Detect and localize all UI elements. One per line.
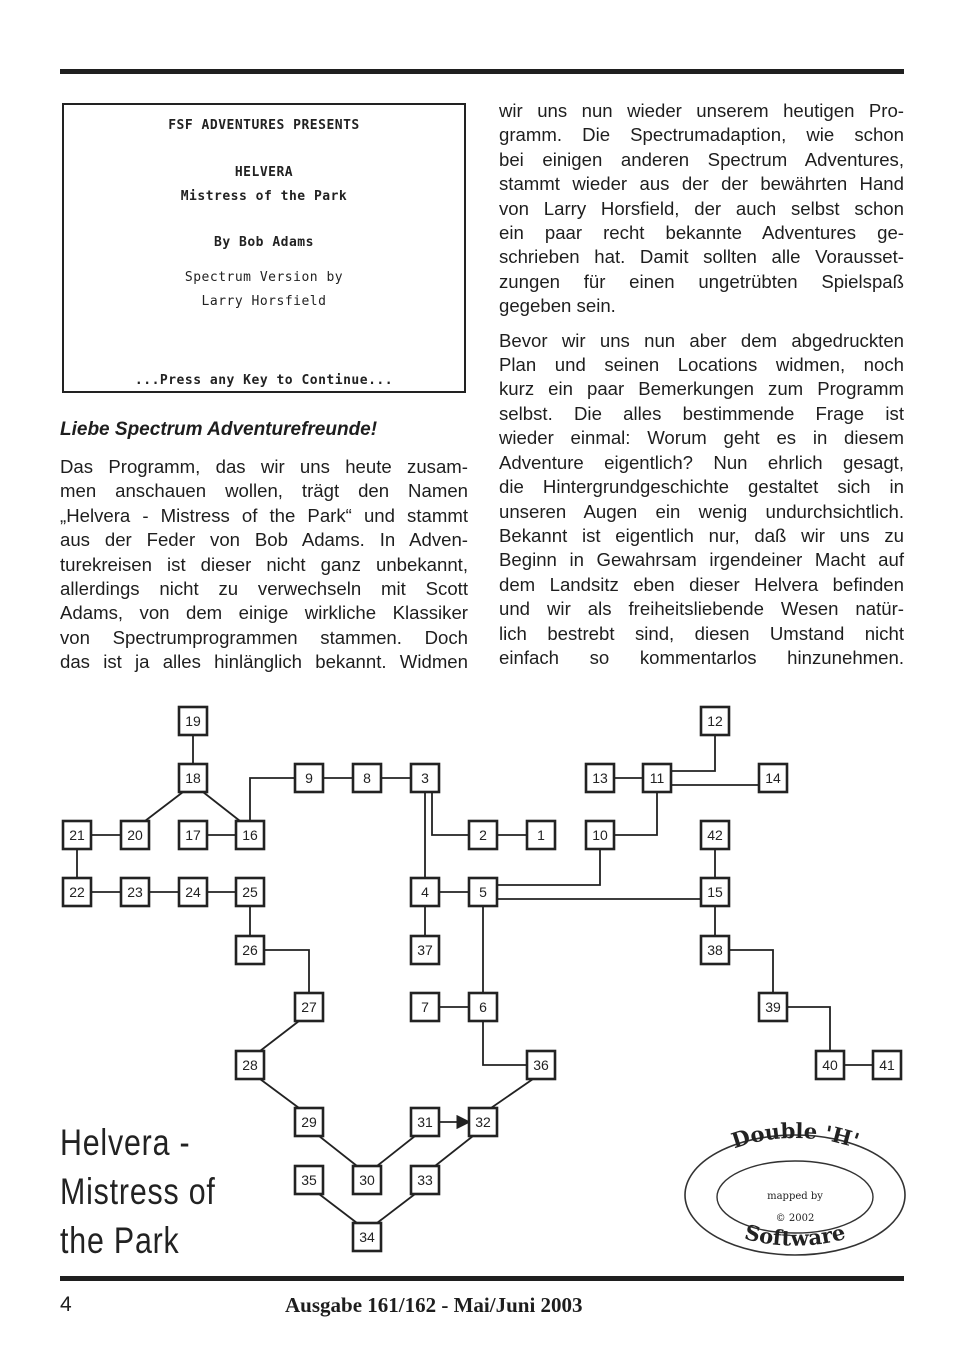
article-left-column (60, 455, 468, 675)
map-room-38 (701, 936, 729, 964)
text-line: wir uns nun wieder unserem heutigen Pro- (499, 100, 904, 121)
text-line: stammt wieder aus der der bewährten Hand (499, 173, 904, 195)
article-heading: Liebe Spectrum Adventurefreunde! (60, 419, 378, 440)
room-label: 29 (301, 1114, 317, 1130)
room-label: 22 (69, 884, 85, 900)
map-room-21 (63, 821, 91, 849)
map-room-24 (179, 878, 207, 906)
map-room-10 (586, 821, 614, 849)
room-label: 35 (301, 1172, 317, 1188)
room-label: 33 (417, 1172, 433, 1188)
room-label: 40 (822, 1057, 838, 1073)
connection-28-29 (260, 1079, 299, 1108)
paragraph (499, 329, 904, 671)
room-label: 18 (185, 770, 201, 786)
room-label: 8 (363, 770, 371, 786)
text-line: ein paar recht bekannte Adventures ge- (499, 222, 904, 244)
stamp-mapped-by: mapped by (767, 1191, 823, 1202)
connection-34-35 (319, 1194, 357, 1223)
paragraph (60, 455, 468, 675)
text-line: allerdings nicht zu verwechseln mit Scott (60, 578, 468, 600)
map-room-25 (236, 878, 264, 906)
room-label: 10 (592, 827, 608, 843)
text-line: schrieben hat. Damit sollten alle Vorausset- (499, 246, 904, 268)
text-line: zungen für einen ungetrübten Spielspaß (499, 270, 904, 292)
room-label: 21 (69, 827, 85, 843)
bottom-rule (60, 1276, 904, 1281)
map-room-15 (701, 878, 729, 906)
room-label: 41 (879, 1057, 895, 1073)
room-label: 3 (421, 770, 429, 786)
room-label: 16 (242, 827, 258, 843)
room-label: 23 (127, 884, 143, 900)
room-label: 38 (707, 942, 723, 958)
room-label: 36 (533, 1057, 549, 1073)
stamp-bottom-text: Software (742, 1219, 848, 1251)
room-label: 34 (359, 1229, 375, 1245)
map-title (60, 1118, 216, 1265)
double-h-software-stamp (685, 1118, 905, 1255)
room-label: 6 (479, 999, 487, 1015)
screen-line-continue: ...Press any Key to Continue... (134, 373, 394, 388)
map-room-6 (469, 993, 497, 1021)
text-line: selbst. Die alles bestimmende Frage ist (499, 402, 904, 424)
map-room-31 (411, 1108, 439, 1136)
map-room-4 (411, 878, 439, 906)
connection-16-9 (250, 778, 295, 821)
room-label: 9 (305, 770, 313, 786)
text-line: Plan und seinen Locations widmen, noch (499, 354, 904, 376)
text-line: Bevor wir uns nun aber dem abgedruckten (499, 329, 904, 351)
connection-30-31 (377, 1136, 415, 1166)
room-label: 24 (185, 884, 201, 900)
map-room-30 (353, 1166, 381, 1194)
text-line: von Spectrumprogrammen stammen. Doch (60, 626, 468, 648)
text-line: unseren Augen ein wenig undurchsichtlich. (499, 500, 904, 522)
text-line: gegeben sein. (499, 295, 616, 317)
connection-6-36 (483, 1021, 527, 1065)
room-label: 15 (707, 884, 723, 900)
connection-5-10 (497, 849, 600, 885)
map-room-11 (643, 764, 671, 792)
map-room-16 (236, 821, 264, 849)
text-line: die Hintergrundgeschichte gestaltet sich in (499, 476, 904, 498)
text-line: Bekannt ist eigentlich nur, daß wir uns zu (499, 524, 904, 546)
paragraph (499, 99, 904, 319)
connection-18-20 (145, 792, 183, 821)
map-room-1 (527, 821, 555, 849)
screen-line-subtitle: Mistress of the Park (180, 189, 348, 204)
room-label: 30 (359, 1172, 375, 1188)
connection-27-28 (260, 1021, 299, 1051)
map-room-3 (411, 764, 439, 792)
text-line: kurz ein paar Bemerkungen zum Programm (499, 378, 904, 400)
connection-18-16 (203, 792, 240, 821)
map-room-13 (586, 764, 614, 792)
stamp-year: © 2002 (775, 1213, 815, 1224)
room-label: 5 (479, 884, 487, 900)
room-label: 13 (592, 770, 608, 786)
map-room-28 (236, 1051, 264, 1079)
text-line: einfach so kommentarlos hinzunehmen. (499, 646, 904, 668)
map-title-line: Mistress of (60, 1171, 216, 1212)
map-room-26 (236, 936, 264, 964)
map-room-32 (469, 1108, 497, 1136)
text-line: Adams, von dem einige wirkliche Klassiker (60, 602, 468, 624)
connection-3-2 (432, 792, 469, 835)
room-label: 26 (242, 942, 258, 958)
map-room-27 (295, 993, 323, 1021)
room-label: 27 (301, 999, 317, 1015)
screen-line-porter: Larry Horsfield (201, 294, 327, 309)
text-line: Adventure eigentlich? Nun ehrlich gesagt, (499, 451, 904, 473)
map-room-19 (179, 707, 207, 735)
connection-11-10 (614, 792, 657, 835)
text-line: lich bestrebt sind, diesen Umstand nicht (499, 622, 904, 644)
map-room-18 (179, 764, 207, 792)
text-line: bei einigen anderen Spectrum Adventures, (499, 148, 904, 170)
connection-38-39 (729, 950, 773, 993)
room-label: 11 (649, 770, 665, 786)
top-rule (60, 69, 904, 74)
room-label: 37 (417, 942, 433, 958)
map-room-34 (353, 1223, 381, 1251)
text-line: Das Programm, das wir uns heute zusam- (60, 456, 468, 477)
room-label: 12 (707, 713, 723, 729)
map-room-40 (816, 1051, 844, 1079)
map-room-9 (295, 764, 323, 792)
room-label: 39 (765, 999, 781, 1015)
room-label: 4 (421, 884, 429, 900)
room-label: 42 (707, 827, 723, 843)
text-line: wieder einmal: Worum geht es in diesem (499, 427, 904, 449)
room-label: 20 (127, 827, 143, 843)
map-room-22 (63, 878, 91, 906)
map-room-17 (179, 821, 207, 849)
connection-29-30 (319, 1136, 357, 1166)
text-line: aus der Feder von Bob Adams. In Adven- (60, 529, 468, 551)
connection-32-36 (491, 1079, 533, 1108)
map-room-41 (873, 1051, 901, 1079)
map-room-29 (295, 1108, 323, 1136)
room-label: 17 (185, 827, 201, 843)
map-room-20 (121, 821, 149, 849)
text-line: turekreisen ist dieser nicht ganz unbekannt, (60, 553, 468, 575)
map-room-12 (701, 707, 729, 735)
map-room-7 (411, 993, 439, 1021)
screen-line-title: HELVERA (234, 165, 294, 180)
connection-33-34 (377, 1194, 415, 1223)
map-room-23 (121, 878, 149, 906)
map-room-2 (469, 821, 497, 849)
room-label: 25 (242, 884, 258, 900)
room-label: 14 (765, 770, 781, 786)
room-label: 7 (421, 999, 429, 1015)
page-number: 4 (60, 1293, 72, 1316)
article-right-column (499, 99, 904, 670)
connection-32-33 (435, 1136, 473, 1166)
connection-26-27 (264, 950, 309, 993)
map-room-14 (759, 764, 787, 792)
screen-line-author: By Bob Adams (214, 235, 314, 250)
stamp-top-text: Double 'H' (728, 1117, 863, 1154)
map-room-42 (701, 821, 729, 849)
text-line: men anschauen wollen, trägt den Namen (60, 480, 468, 502)
connection-11-12 (671, 735, 715, 771)
text-line: dem Landsitz eben dieser Helvera befinden (499, 573, 904, 595)
map-room-39 (759, 993, 787, 1021)
map-title-line: Helvera - (60, 1122, 191, 1163)
text-line: und wir als freiheitsliebende Wesen natür- (499, 598, 904, 620)
title-screen-box (62, 103, 466, 393)
text-line: gramm. Die Spectrumadaption, wie schon (499, 124, 904, 146)
map-room-36 (527, 1051, 555, 1079)
map-room-33 (411, 1166, 439, 1194)
map-title-line: the Park (60, 1220, 180, 1261)
text-line: „Helvera - Mistress of the Park“ und stammt (60, 504, 468, 526)
text-line: Beginn in Gewahrsam irgendeiner Macht auf (499, 549, 904, 571)
map-room-5 (469, 878, 497, 906)
room-label: 1 (537, 827, 545, 843)
room-label: 32 (475, 1114, 491, 1130)
screen-line-version: Spectrum Version by (184, 270, 344, 285)
text-line: von Larry Horsfield, der auch selbst schon (499, 197, 904, 219)
room-label: 19 (185, 713, 201, 729)
map-room-37 (411, 936, 439, 964)
room-label: 31 (417, 1114, 433, 1130)
issue-label: Ausgabe 161/162 - Mai/Juni 2003 (285, 1293, 583, 1317)
connection-39-40 (787, 1007, 830, 1051)
map-room-8 (353, 764, 381, 792)
text-line: das ist ja alles hinlänglich bekannt. Widmen (60, 651, 468, 673)
room-label: 2 (479, 827, 487, 843)
map-room-35 (295, 1166, 323, 1194)
room-label: 28 (242, 1057, 258, 1073)
screen-line-presents: FSF ADVENTURES PRESENTS (168, 118, 360, 133)
